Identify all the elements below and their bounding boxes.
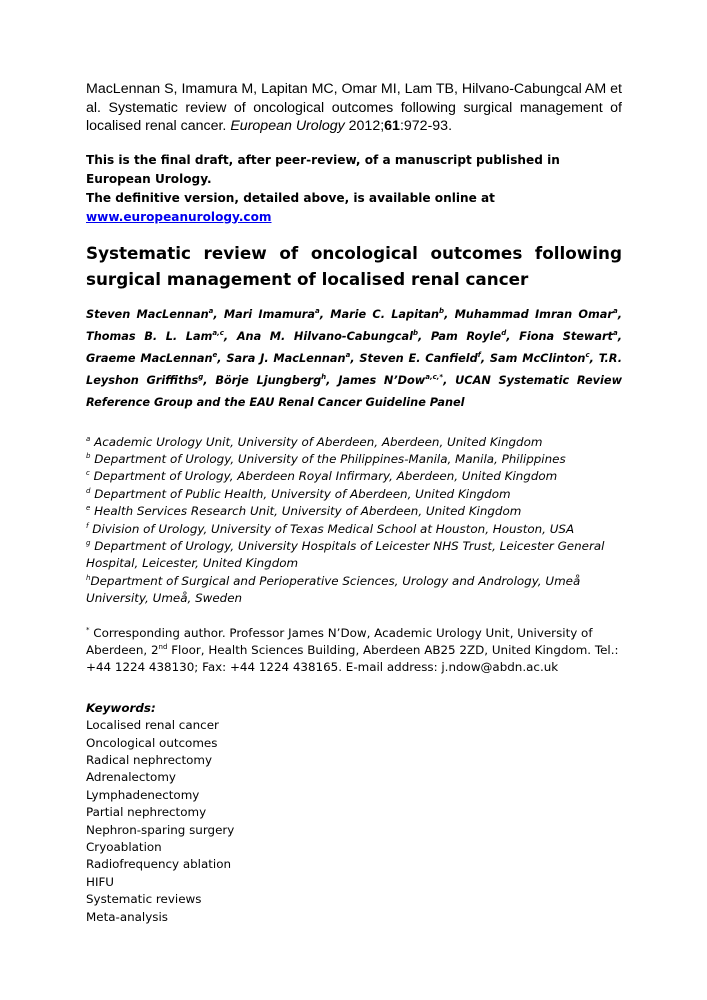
author-name: Ana M. Hilvano-Cabungcal [236, 329, 413, 343]
author-affiliation-marker: d [501, 328, 507, 337]
citation [86, 80, 622, 136]
author-entry [224, 308, 320, 321]
author-affiliation-marker: a [612, 328, 618, 337]
paper-title: Systematic review of oncological outcomes following surgical management of localised renal cancer [86, 242, 622, 289]
keyword-item: Radiofrequency ablation [86, 857, 232, 872]
author-list: Steven MacLennan$^a$, Mari Imamura$^a$, Marie C. Lapitan$^b$, Muhammad Imran Omar$^a$, Thomas B. L. Lam$^{a,c}$, Ana M. Hilvano-Cabungcal$^b$, Pam Royle$^d$, Fiona Stewart$^a$, Graeme MacLennan$^e$, Sara J. MacLennan$^a$, Steven E. Canfield$^f$, Sam McClinton$^c$, T.R. Leyshon Griffiths$^g$, Börje Ljungberg$^h$, James N’Dow$^{a,c,*}$, UCAN Systematic Review Reference Group and the EAU Renal Cancer Guideline Panel [86, 306, 623, 409]
affiliation-marker: e [86, 504, 91, 513]
affiliation-marker: d [86, 486, 91, 495]
author-entry [338, 374, 443, 387]
affiliation-text: Division of Urology, University of Texas Medical School at Houston, Houston, USA [92, 521, 575, 536]
keyword-item: Meta-analysis [86, 909, 168, 924]
affiliation-item [86, 538, 622, 573]
keywords-list [86, 717, 622, 926]
affiliation-marker: f [86, 521, 89, 530]
author-affiliation-marker: a [612, 306, 618, 315]
citation-year: 2012; [348, 118, 385, 134]
author-name: Graeme MacLennan [86, 351, 213, 365]
keyword-item: HIFU [86, 874, 114, 889]
corresponding-star: * [86, 625, 90, 634]
affiliation-text: Department of Surgical and Perioperative Sciences, Urology and Andrology, Umeå University, Umeå, Sweden [86, 573, 581, 606]
affiliation-marker: c [86, 469, 90, 478]
affiliation-list [86, 434, 622, 608]
keyword-item: Cryoablation [86, 840, 162, 855]
author-name: Pam Royle [430, 329, 502, 343]
author-affiliation-marker: a [315, 306, 320, 315]
author-entry [86, 330, 224, 343]
citation-volume: 61 [384, 118, 400, 134]
affiliation-marker: b [86, 451, 91, 460]
citation-pages: :972-93. [399, 118, 453, 134]
author-name: Steven E. Canfield [359, 351, 478, 365]
author-entry [237, 330, 418, 343]
author-group: UCAN Systematic Review Reference Group and the EAU Renal Cancer Guideline Panel [86, 373, 623, 409]
author-name: Fiona Stewart [519, 329, 613, 343]
corresponding-author [86, 625, 622, 677]
keyword-item: Localised renal cancer [86, 718, 219, 733]
affiliation-item [86, 486, 622, 503]
journal-website-link[interactable]: www.europeanurology.com [86, 209, 272, 224]
author-name: T.R. Leyshon Griffiths [86, 351, 622, 387]
affiliation-marker: g [86, 538, 91, 547]
keyword-item: Partial nephrectomy [86, 805, 207, 820]
affiliation-item [86, 573, 622, 608]
author-entry [490, 352, 590, 365]
author-name: Muhammad Imran Omar [454, 307, 613, 321]
final-draft-note [86, 151, 622, 227]
author-entry [359, 352, 480, 365]
author-affiliation-marker: a,c,* [425, 372, 444, 381]
author-entry [330, 308, 444, 321]
author-name: James N’Dow [338, 373, 426, 387]
author-affiliation-marker: e [212, 350, 218, 359]
author-entry [226, 352, 350, 365]
keyword-item: Radical nephrectomy [86, 753, 213, 767]
affiliation-text: Health Services Research Unit, University of Aberdeen, United Kingdom [94, 504, 522, 519]
keyword-item: Oncological outcomes [86, 735, 218, 750]
ordinal-suffix: nd [158, 643, 168, 651]
keywords-heading: Keywords: [86, 700, 156, 715]
affiliation-text: Department of Public Health, University of Aberdeen, United Kingdom [94, 486, 511, 501]
author-affiliation-marker: c [585, 350, 590, 359]
author-entry [519, 330, 618, 343]
citation-lead: MacLennan S, Imamura M, Lapitan MC, Omar MI, Lam TB, Hilvano-Cabungcal AM et al. Systematic review of oncological outcomes following surgical management of localised renal cancer. [86, 81, 622, 134]
author-affiliation-marker: a,c [212, 328, 224, 337]
author-affiliation-marker: g [198, 372, 204, 381]
affiliation-text: Academic Urology Unit, University of Aberdeen, Aberdeen, United Kingdom [94, 434, 543, 449]
author-name: Börje Ljungberg [215, 373, 322, 387]
corresponding-text-2: Floor, Health Sciences Building, Aberdeen AB25 2ZD, United Kingdom. Tel.: +44 1224 438130; Fax: +44 1224 438165. E-mail address: j.ndow@abdn.ac.uk [86, 642, 619, 675]
affiliation-marker: a [86, 434, 91, 443]
author-entry [431, 330, 506, 343]
author-entry [455, 308, 618, 321]
author-affiliation-marker: b [439, 306, 445, 315]
author-name: Sam McClinton [489, 351, 586, 365]
author-affiliation-marker: a [345, 350, 351, 359]
keyword-item: Systematic reviews [86, 892, 202, 907]
affiliation-item [86, 503, 622, 520]
draft-note-line2: The definitive version, detailed above, is available online at [86, 190, 495, 205]
author-entry [215, 374, 326, 387]
affiliation-item [86, 451, 622, 468]
manuscript-page [86, 80, 622, 926]
affiliation-text: Department of Urology, University Hospitals of Leicester NHS Trust, Leicester General Hospital, Leicester, United Kingdom [86, 538, 605, 571]
affiliation-item [86, 434, 622, 451]
author-entry [86, 308, 213, 321]
citation-journal: European Urology [230, 118, 345, 134]
affiliation-item [86, 468, 622, 485]
author-name: Mari Imamura [223, 307, 315, 321]
author-entry [86, 352, 217, 365]
affiliation-item [86, 521, 622, 538]
keyword-item: Nephron-sparing surgery [86, 822, 235, 837]
author-affiliation-marker: b [412, 328, 418, 337]
affiliation-text: Department of Urology, University of the Philippines-Manila, Manila, Philippines [94, 451, 566, 466]
affiliation-marker: h [86, 573, 91, 582]
affiliation-text: Department of Urology, Aberdeen Royal Infirmary, Aberdeen, United Kingdom [93, 469, 558, 484]
draft-note-line1: This is the final draft, after peer-review, of a manuscript published in European Urology. [86, 152, 560, 186]
corresponding-text-1: Corresponding author. Professor James N’Dow, Academic Urology Unit, University of Aberdeen, 2 [86, 625, 593, 657]
author-name: Steven MacLennan [86, 307, 209, 321]
author-name: Marie C. Lapitan [330, 307, 440, 321]
author-affiliation-marker: f [477, 350, 481, 359]
author-name: Sara J. MacLennan [226, 351, 346, 365]
author-name: Thomas B. L. Lam [86, 329, 213, 343]
author-affiliation-marker: h [321, 372, 327, 381]
keyword-item: Adrenalectomy [86, 770, 176, 785]
author-affiliation-marker: a [208, 306, 214, 315]
keyword-item: Lymphadenectomy [86, 787, 200, 802]
